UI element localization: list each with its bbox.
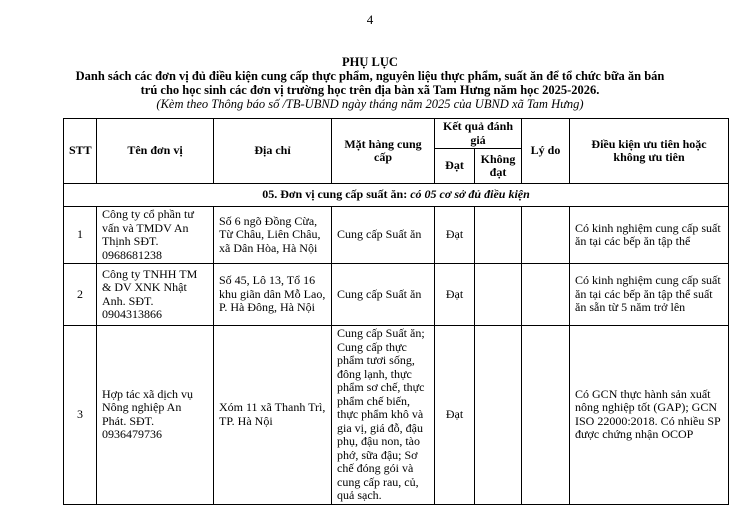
header-unit-name: Tên đơn vị — [97, 119, 214, 184]
row-stt: 2 — [64, 264, 97, 326]
page-number: 4 — [366, 12, 374, 27]
row-fail — [475, 326, 522, 505]
header-address: Địa chỉ — [214, 119, 332, 184]
row-stt: 1 — [64, 207, 97, 264]
header-goods: Mặt hàng cung cấp — [332, 119, 435, 184]
row-pass: Đạt — [435, 326, 475, 505]
header-pass: Đạt — [435, 149, 475, 184]
supplier-table — [63, 118, 729, 505]
row-reason — [522, 326, 570, 505]
section-heading: 05. Đơn vị cung cấp suất ăn: có 05 cơ sở đủ điều kiện — [64, 184, 729, 207]
appendix-subtitle-line1: Danh sách các đơn vị đủ điều kiện cung cấp thực phẩm, nguyên liệu thực phẩm, suất ăn để tổ chức bữa ăn bán — [75, 69, 665, 83]
table-row — [64, 326, 729, 505]
row-goods: Cung cấp Suất ăn; Cung cấp thực phẩm tươi sống, đông lạnh, thực phẩm sơ chế, thực phẩm chế biến, thực phẩm khô và gia vị, giá đỗ, đậu phụ, đậu non, tào phớ, sữa đậu; Sơ chế đóng gói và cung cấp rau, củ, quả sạch. — [332, 326, 435, 505]
row-unit: Hợp tác xã dịch vụ Nông nghiệp An Phát. SĐT. 0936479736 — [97, 326, 214, 505]
table-row — [64, 264, 729, 326]
row-goods: Cung cấp Suất ăn — [332, 264, 435, 326]
header-evaluation-result: Kết quả đánh giá — [435, 119, 522, 149]
row-stt: 3 — [64, 326, 97, 505]
row-fail — [475, 264, 522, 326]
row-pass: Đạt — [435, 264, 475, 326]
row-reason — [522, 207, 570, 264]
row-priority: Có GCN thực hành sản xuất nông nghiệp tốt (GAP); GCN ISO 22000:2018. Có nhiều SP được chứng nhận OCOP — [570, 326, 729, 505]
row-reason — [522, 264, 570, 326]
row-unit: Công ty cổ phần tư vấn và TMDV An Thịnh SĐT. 0968681238 — [97, 207, 214, 264]
row-priority: Có kinh nghiệm cung cấp suất ăn tại các bếp ăn tập thể — [570, 207, 729, 264]
row-address: Số 45, Lô 13, Tổ 16 khu giãn dân Mỗ Lao, P. Hà Đông, Hà Nội — [214, 264, 332, 326]
document-heading — [20, 55, 720, 111]
header-fail: Không đạt — [475, 149, 522, 184]
row-goods: Cung cấp Suất ăn — [332, 207, 435, 264]
header-priority: Điều kiện ưu tiên hoặc không ưu tiên — [570, 119, 729, 184]
row-address: Xóm 11 xã Thanh Trì, TP. Hà Nội — [214, 326, 332, 505]
row-priority: Có kinh nghiệm cung cấp suất ăn tại các bếp ăn tập thể suất ăn sẵn từ 5 năm trở lên — [570, 264, 729, 326]
header-reason: Lý do — [522, 119, 570, 184]
appendix-subtitle-line2: trú cho học sinh các đơn vị trường học trên địa bàn xã Tam Hưng năm học 2025-2026. — [140, 83, 600, 97]
row-unit: Công ty TNHH TM & DV XNK Nhật Anh. SĐT. 0904313866 — [97, 264, 214, 326]
appendix-note: (Kèm theo Thông báo số /TB-UBND ngày tháng năm 2025 của UBND xã Tam Hưng) — [156, 97, 584, 111]
row-address: Số 6 ngõ Đồng Cừa, Từ Châu, Liên Châu, xã Dân Hòa, Hà Nội — [214, 207, 332, 264]
header-stt: STT — [64, 119, 97, 184]
table-row — [64, 207, 729, 264]
row-pass: Đạt — [435, 207, 475, 264]
appendix-title: PHỤ LỤC — [342, 55, 398, 69]
section-row — [64, 184, 729, 207]
row-fail — [475, 207, 522, 264]
